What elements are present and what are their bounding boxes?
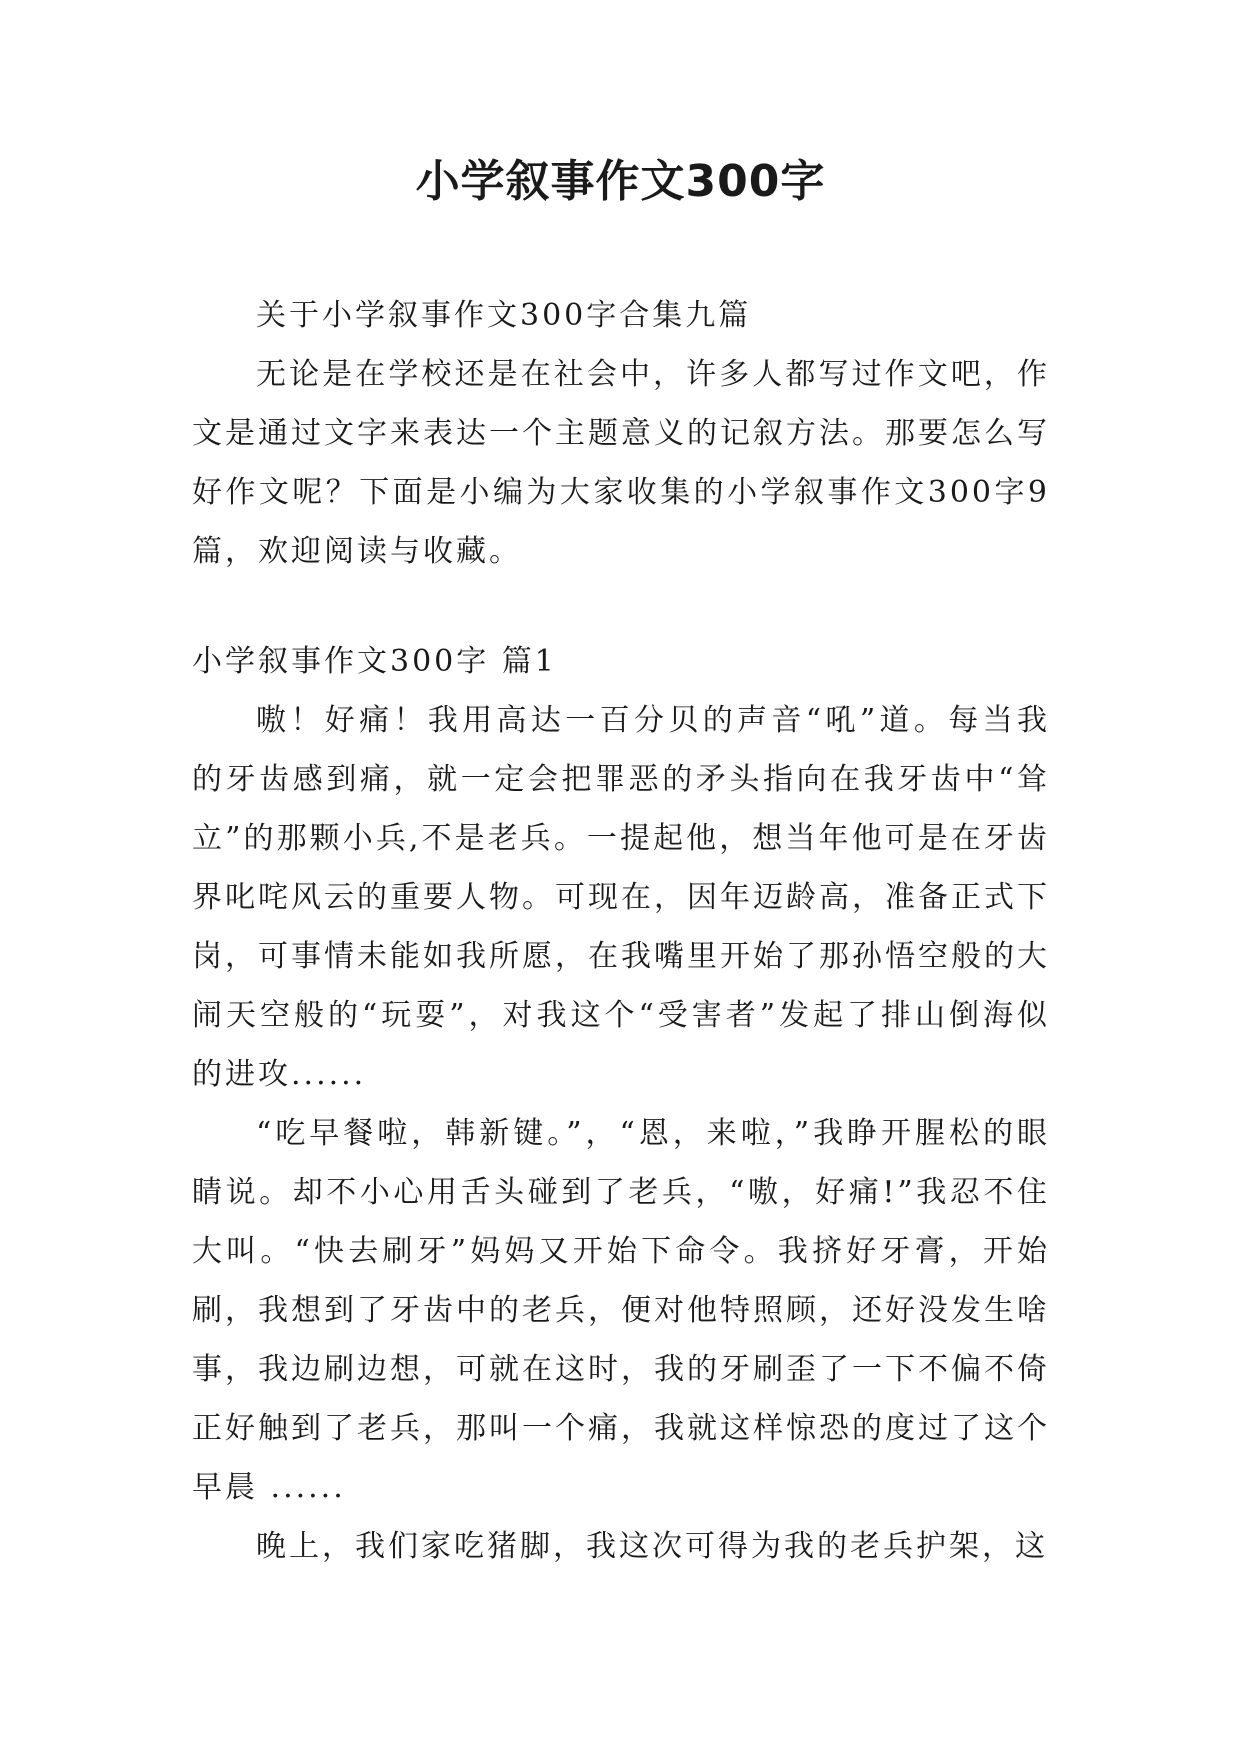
story-paragraph-1: 嗷！好痛！我用高达一百分贝的声音“吼”道。每当我的牙齿感到痛，就一定会把罪恶的矛头指向在我牙齿中“耸立”的那颗小兵,不是老兵。一提起他，想当年他可是在牙齿界叱咤风云的重要人物。可现在，因年迈龄高，准备正式下岗，可事情未能如我所愿，在我嘴里开始了那孙悟空般的大闹天空般的“玩耍”，对我这个“受害者”发起了排山倒海似的进攻...... [192,703,1050,1092]
story-paragraph-2: “吃早餐啦，韩新键。”，“恩，来啦，”我睁开腥松的眼睛说。却不小心用舌头碰到了老兵，“嗷，好痛!”我忍不住大叫。“快去刷牙”妈妈又开始下命令。我挤好牙膏，开始刷，我想到了牙齿中的老兵，便对他特照顾，还好没发生啥事，我边刷边想，可就在这时，我的牙刷歪了一下不偏不倚正好触到了老兵，那叫一个痛，我就这样惊恐的度过了这个早晨 ...... [192,1116,1050,1505]
intro-paragraph: 无论是在学校还是在社会中，许多人都写过作文吧，作文是通过文字来表达一个主题意义的记叙方法。那要怎么写好作文呢？下面是小编为大家收集的小学叙事作文300字9篇，欢迎阅读与收藏。 [192,357,1050,569]
story-paragraph-3: 晚上，我们家吃猪脚，我这次可得为我的老兵护架，这 [256,1529,1048,1564]
section-heading: 小学叙事作文300字 篇1 [192,644,557,679]
collection-subtitle: 关于小学叙事作文300字合集九篇 [256,298,752,333]
page-title: 小学叙事作文300字 [415,156,826,207]
